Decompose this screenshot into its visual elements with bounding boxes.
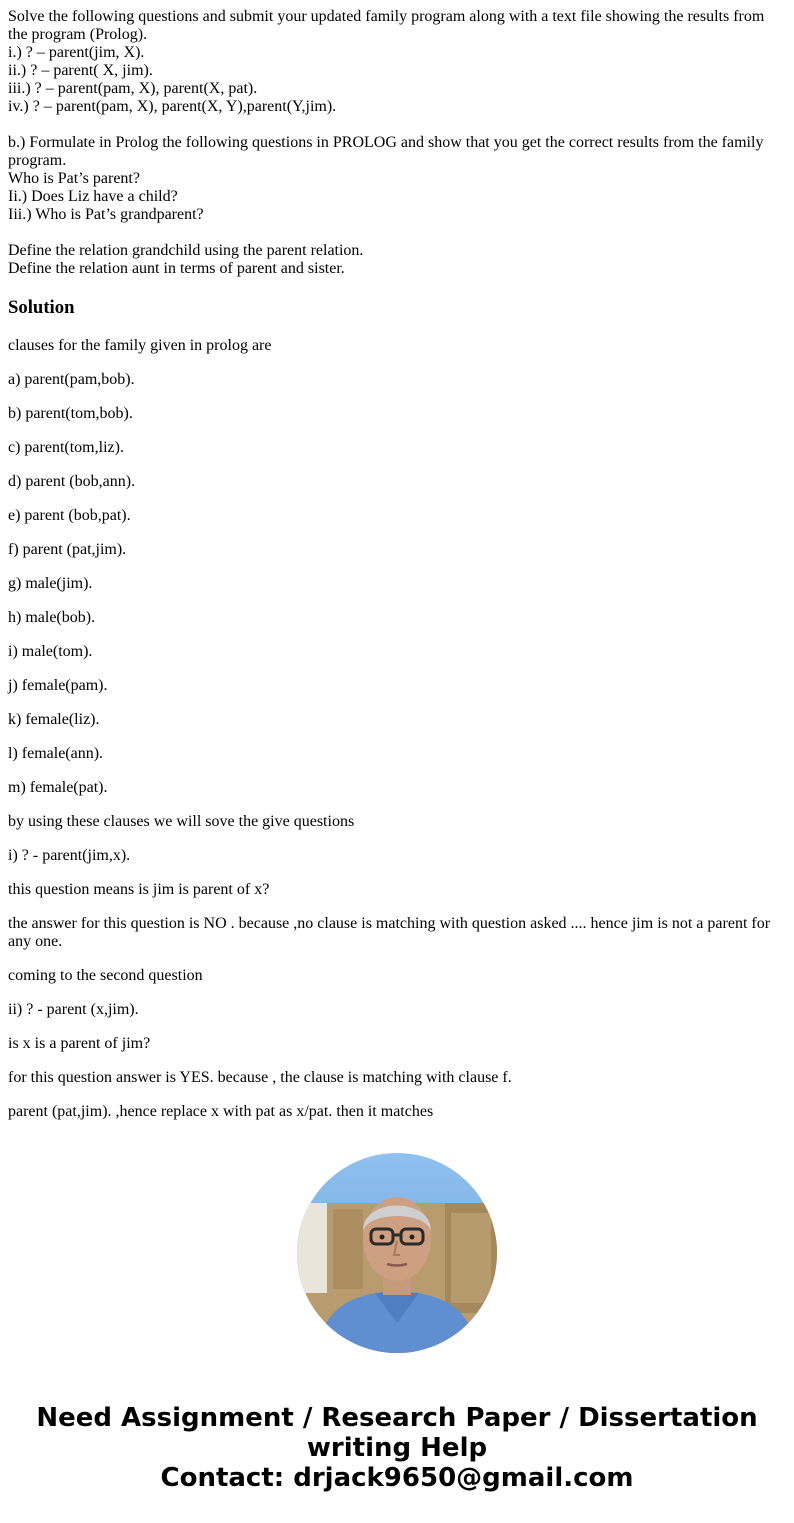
clause-b: b) parent(tom,bob). — [8, 405, 133, 422]
solution-body — [8, 337, 786, 1137]
solution-heading: Solution — [8, 297, 75, 318]
solution-paragraph: ii) ? - parent (x,jim). — [8, 1001, 139, 1018]
question-line: b.) Formulate in Prolog the following questions in PROLOG and show that you get the correct results from the family program. — [8, 134, 764, 169]
question-line: iv.) ? – parent(pam, X), parent(X, Y),parent(Y,jim). — [8, 98, 337, 115]
question-spacer — [8, 224, 786, 242]
contact-email: Contact: drjack9650@gmail.com — [160, 1463, 634, 1493]
solution-paragraph: for this question answer is YES. because , the clause is matching with clause f. — [8, 1069, 512, 1086]
clause-c: c) parent(tom,liz). — [8, 439, 124, 456]
question-line: Solve the following questions and submit your updated family program along with a text file showing the results from the program (Prolog). — [8, 8, 765, 43]
solution-paragraph: the answer for this question is NO . because ,no clause is matching with question asked .... hence jim is not a parent for any one. — [8, 915, 771, 950]
question-line: i.) ? – parent(jim, X). — [8, 44, 145, 61]
clause-j: j) female(pam). — [8, 677, 108, 694]
clause-g: g) male(jim). — [8, 575, 93, 592]
clause-i: i) male(tom). — [8, 643, 93, 660]
clause-h: h) male(bob). — [8, 609, 96, 626]
solution-paragraph: is x is a parent of jim? — [8, 1035, 151, 1052]
solution-paragraph: parent (pat,jim). ,hence replace x with pat as x/pat. then it matches — [8, 1103, 434, 1120]
question-line: Who is Pat’s parent? — [8, 170, 140, 187]
question-spacer — [8, 116, 786, 134]
clause-f: f) parent (pat,jim). — [8, 541, 127, 558]
solution-paragraph: by using these clauses we will sove the give questions — [8, 813, 355, 830]
question-line: Define the relation grandchild using the parent relation. — [8, 242, 364, 259]
avatar — [297, 1153, 497, 1353]
solution-paragraph: coming to the second question — [8, 967, 203, 984]
question-line: ii.) ? – parent( X, jim). — [8, 62, 153, 79]
question-line: iii.) ? – parent(pam, X), parent(X, pat). — [8, 80, 258, 97]
question-block — [8, 8, 786, 278]
clause-e: e) parent (bob,pat). — [8, 507, 131, 524]
clause-l: l) female(ann). — [8, 745, 104, 762]
question-line: Define the relation aunt in terms of parent and sister. — [8, 260, 345, 277]
clause-k: k) female(liz). — [8, 711, 100, 728]
solution-paragraph: i) ? - parent(jim,x). — [8, 847, 131, 864]
clause-a: a) parent(pam,bob). — [8, 371, 135, 388]
avatar-portrait-icon — [297, 1153, 497, 1353]
help-banner — [0, 1403, 794, 1493]
solution-paragraph: this question means is jim is parent of x? — [8, 881, 270, 898]
clause-m: m) female(pat). — [8, 779, 108, 796]
question-line: Ii.) Does Liz have a child? — [8, 188, 178, 205]
clause-d: d) parent (bob,ann). — [8, 473, 136, 490]
help-banner-title: Need Assignment / Research Paper / Dissertation writing Help — [36, 1403, 758, 1463]
question-line: Iii.) Who is Pat’s grandparent? — [8, 206, 204, 223]
solution-paragraph: clauses for the family given in prolog are — [8, 337, 272, 354]
